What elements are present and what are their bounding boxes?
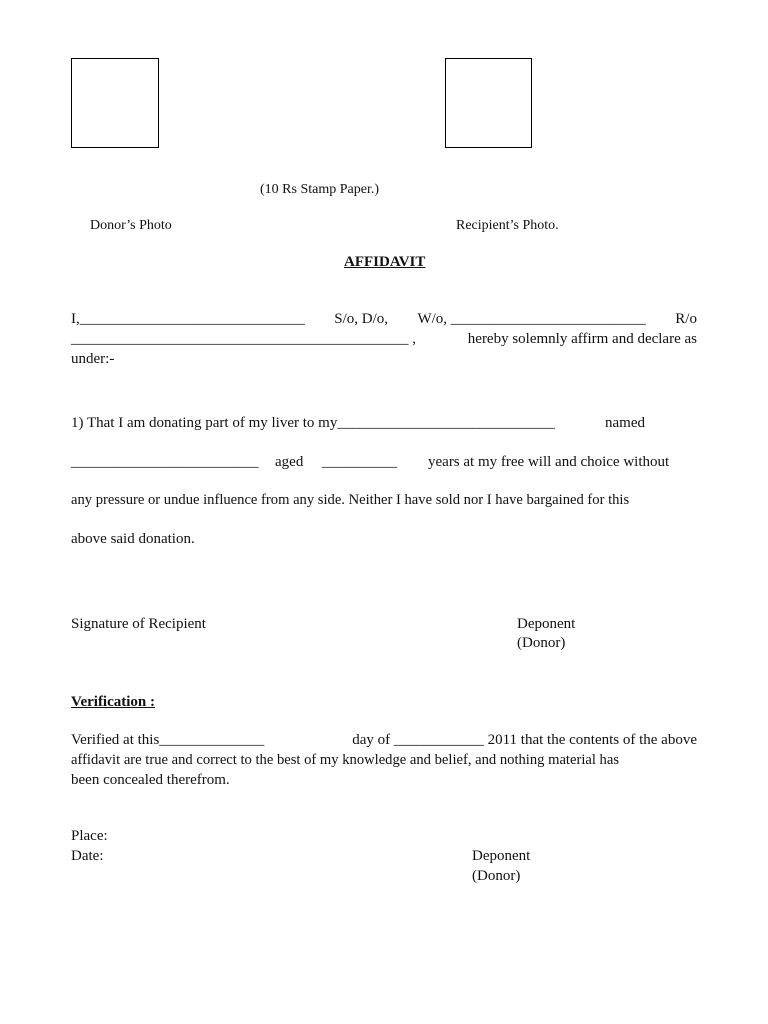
intro-under: under:- — [71, 351, 115, 367]
donor-label: (Donor) — [517, 635, 566, 651]
date-label: Date: — [71, 848, 104, 864]
recipient-photo-box — [445, 58, 532, 148]
intro-paragraph — [71, 309, 697, 369]
clause-1-name-blank: _________________________ — [71, 454, 259, 470]
intro-resident-of: R/o — [675, 311, 697, 327]
verification-paragraph — [71, 730, 697, 790]
verification-day-text: day of ____________ 2011 that the contents of the above — [352, 732, 697, 748]
footer-donor-label: (Donor) — [472, 868, 521, 884]
clause-1-free-will: years at my free will and choice without — [428, 454, 670, 470]
affidavit-title: AFFIDAVIT — [344, 254, 426, 270]
place-label: Place: — [71, 828, 108, 844]
recipient-signature-label: Signature of Recipient — [71, 616, 206, 632]
intro-name-blank: I,______________________________ — [71, 311, 305, 327]
donor-photo-box — [71, 58, 159, 148]
verification-line-3: been concealed therefrom. — [71, 772, 230, 788]
intro-affirm-text: hereby solemnly affirm and declare as — [467, 331, 697, 347]
deponent-label: Deponent — [517, 616, 576, 632]
donor-photo-label: Donor’s Photo — [90, 218, 172, 233]
clause-1-named: named — [605, 415, 645, 431]
clause-1-line-4: above said donation. — [71, 531, 195, 547]
clause-1-age-blank: __________ — [322, 454, 397, 470]
clause-1-donating-text: 1) That I am donating part of my liver to my_____________________________ — [71, 415, 555, 431]
clause-1-line-3: any pressure or undue influence from any side. Neither I have sold nor I have bargained for this — [71, 492, 630, 508]
intro-address-blank: _____________________________________________ , — [71, 331, 416, 347]
footer-deponent-label: Deponent — [472, 848, 531, 864]
intro-parent-blank: W/o, __________________________ — [417, 311, 646, 327]
clause-1-aged: aged — [275, 454, 304, 470]
stamp-paper-note: (10 Rs Stamp Paper.) — [260, 182, 379, 197]
verification-heading: Verification : — [71, 694, 156, 710]
clause-1-line-1 — [71, 413, 697, 433]
verification-place-blank: Verified at this______________ — [71, 732, 265, 748]
intro-relation: S/o, D/o, — [334, 311, 388, 327]
clause-1-line-2 — [71, 452, 697, 472]
recipient-photo-label: Recipient’s Photo. — [456, 218, 559, 233]
verification-line-2: affidavit are true and correct to the best of my knowledge and belief, and nothing material has — [71, 752, 620, 768]
